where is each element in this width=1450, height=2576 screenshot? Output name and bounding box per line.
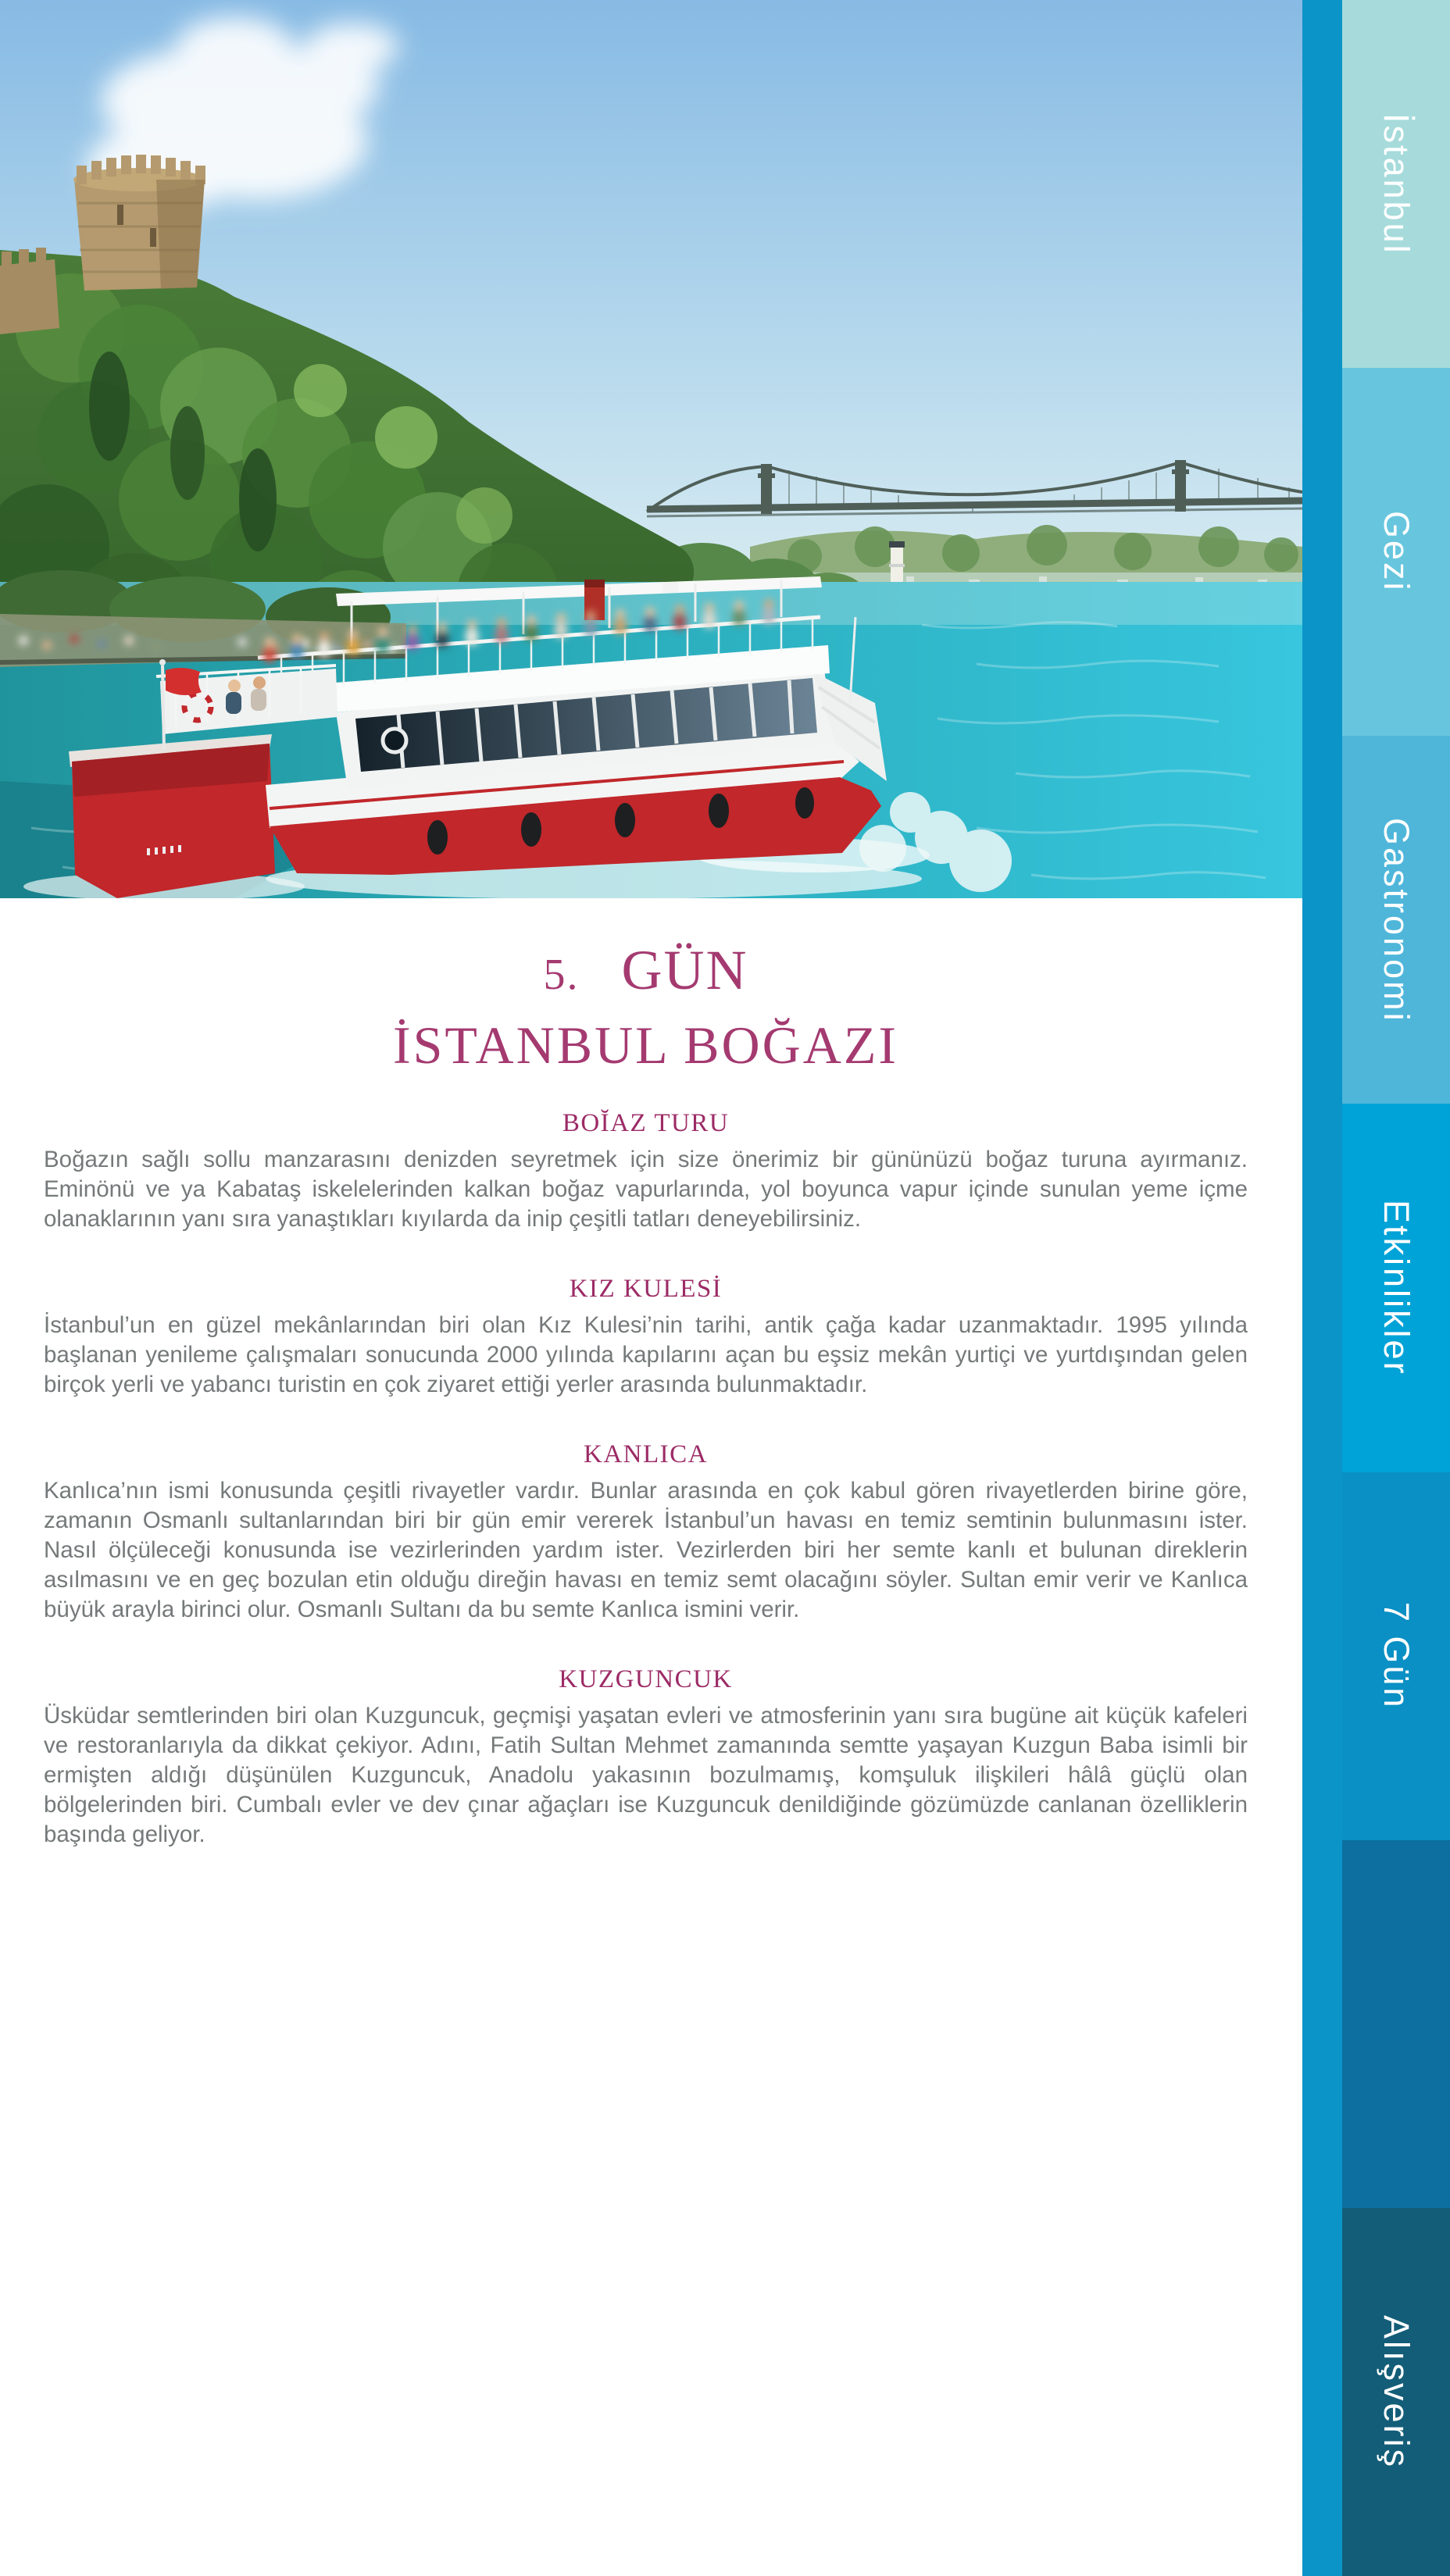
sidebar-tab-rail bbox=[1342, 0, 1450, 2576]
sidebar-tab-alisveris[interactable] bbox=[1342, 2208, 1450, 2576]
section-heading: KIZ KULESİ bbox=[569, 1275, 723, 1303]
sidebar-tab-label: Etkinlikler bbox=[1377, 1200, 1416, 1376]
article-body bbox=[44, 1109, 1248, 1850]
sidebar-tab-gezi[interactable] bbox=[1342, 368, 1450, 736]
sidebar-tab-label: Alışveriş bbox=[1377, 2314, 1416, 2469]
day-word: GÜN bbox=[621, 939, 748, 1001]
article-column bbox=[0, 898, 1302, 1850]
section-heading: KANLICA bbox=[584, 1440, 708, 1468]
sidebar-tab-gastronomi[interactable] bbox=[1342, 736, 1450, 1104]
bosphorus-photo bbox=[0, 0, 1302, 898]
section-heading: BOĬAZ TURU bbox=[562, 1109, 730, 1137]
page-subtitle: İSTANBUL BOĞAZI bbox=[392, 1015, 899, 1075]
sidebar-tab-label: Gastronomi bbox=[1377, 817, 1416, 1023]
sidebar-accent-strip bbox=[1302, 0, 1342, 2576]
sidebar-tab-blank[interactable] bbox=[1342, 1840, 1450, 2208]
sidebar-tab-7-gun[interactable] bbox=[1342, 1472, 1450, 1840]
section-paragraph: Boğazın sağlı sollu manzarasını denizden seyretmek için size önerimiz bir gününüzü boğaz turuna ayırmanız. Eminönü ve ya Kabataş iskelelerinden kalkan boğaz vapurlarında, yol boyunca vapur içinde sunulan yeme içme olanaklarının yanı sıra yanaştıkları kıyılarda da inip çeşitli tatları deneyebilirsiniz. bbox=[44, 1147, 1248, 1232]
day-number: 5. bbox=[543, 951, 580, 999]
section-paragraph: İstanbul’un en güzel mekânlarından biri olan Kız Kulesi’nin tarihi, antik çağa kadar uzanmaktadır. 1995 yılında başlanan yenileme çalışmaları sonucunda 2000 yılında kapılarını açan bu eşsiz mekân yurtiçi ve yurtdışından gelen birçok yerli ve yabancı turistin en çok ziyaret ettiği yerler arasında bulunmaktadır. bbox=[44, 1312, 1248, 1397]
section-kuzguncuk bbox=[44, 1665, 1248, 1850]
day-title bbox=[44, 939, 1248, 1006]
sidebar-tab-label: İstanbul bbox=[1377, 112, 1416, 255]
section-bogaz-turu bbox=[44, 1109, 1248, 1234]
section-paragraph: Üsküdar semtlerinden biri olan Kuzguncuk, geçmişi yaşatan evleri ve atmosferinin yanı sıra bugüne ait küçük kafeleri ve restoranlarıyla da dikkat çekiyor. Adını, Fatih Sultan Mehmet zamanında semtte yaşayan Kuzgun Baba isimli bir ermişten aldığı düşünülen Kuzguncuk, Anadolu yakasının bozulmamış, komşuluk ilişkileri hâlâ güçlü olan bölgelerinden biri. Cumbalı evler ve dev çınar ağaçları ise Kuzguncuk denildiğinde gözümüzde canlanan özelliklerin başında geliyor. bbox=[44, 1703, 1248, 1847]
sidebar-tab-istanbul[interactable] bbox=[1342, 0, 1450, 368]
page-title bbox=[44, 939, 1248, 1075]
sidebar-tab-label: 7 Gün bbox=[1377, 1602, 1416, 1710]
section-heading: KUZGUNCUK bbox=[559, 1665, 733, 1693]
section-paragraph: Kanlıca’nın ismi konusunda çeşitli rivayetler vardır. Bunlar arasında en çok kabul gören rivayetlerden birine göre, zamanın Osmanlı sultanlarından biri bir gün emir vererek İstanbul’un havası en temiz semtinin bulunmasını ister. Nasıl ölçüleceği konusunda ise vezirlerinden yardım ister. Vezirlerden biri her semte kanlı et bulunan direklerin asılmasını ve en geç bozulan etin olduğu direğin havası en temiz semt olacağını söyler. Sultan emir verir ve Kanlıca büyük arayla birinci olur. Osmanlı Sultanı da bu semte Kanlıca ismini verir. bbox=[44, 1478, 1248, 1622]
sidebar-tab-etkinlikler[interactable] bbox=[1342, 1104, 1450, 1472]
section-kiz-kulesi bbox=[44, 1275, 1248, 1400]
sidebar-tab-label: Gezi bbox=[1377, 511, 1416, 593]
section-kanlica bbox=[44, 1440, 1248, 1625]
